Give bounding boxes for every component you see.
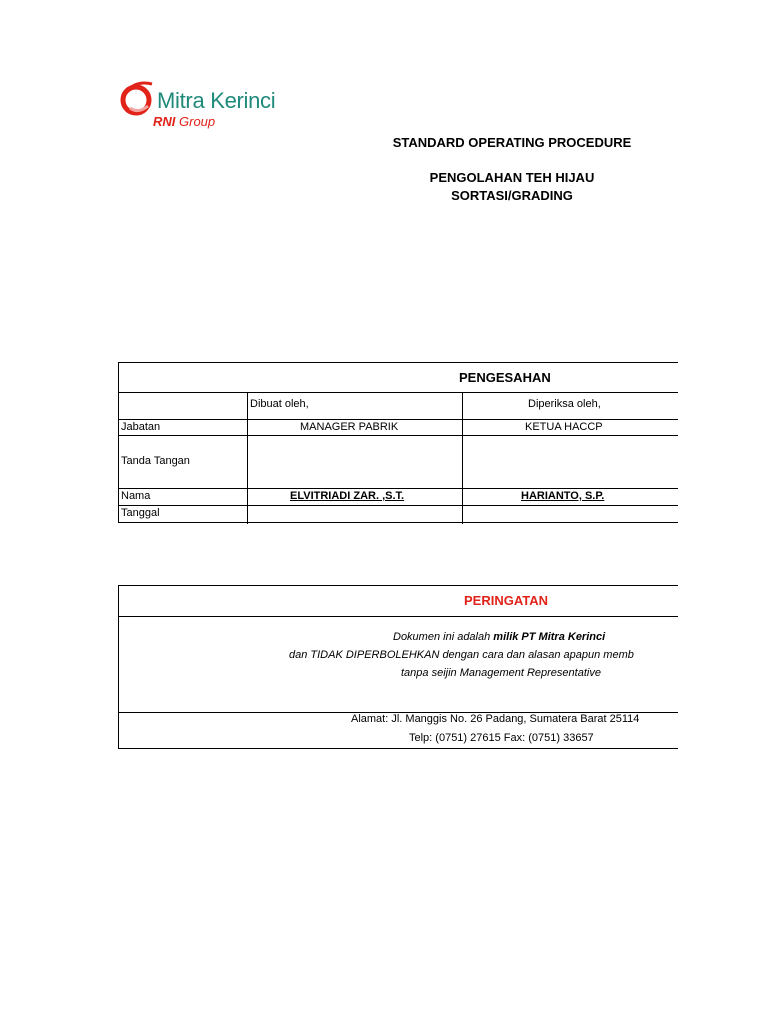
tanggal-label: Tanggal: [121, 507, 160, 519]
doc-title-line2: PENGOLAHAN TEH HIJAU: [429, 170, 595, 185]
doc-title-line1: STANDARD OPERATING PROCEDURE: [392, 135, 632, 150]
logo-swirl-icon: [120, 78, 156, 118]
pengesahan-table: [118, 362, 678, 523]
address-text: Alamat: Jl. Manggis No. 26 Padang, Sumatera Barat 25114: [351, 713, 640, 725]
peringatan-box: [118, 585, 678, 749]
warning-line1-pre: Dokumen ini adalah: [393, 631, 494, 643]
warning-line3: tanpa seijin Management Representative: [401, 667, 601, 679]
warning-line1: [393, 631, 605, 643]
jabatan-made: MANAGER PABRIK: [300, 421, 399, 433]
logo-name: Mitra Kerinci: [157, 88, 276, 113]
pengesahan-title: PENGESAHAN: [459, 370, 551, 385]
logo-subtitle: [153, 114, 215, 129]
peringatan-title: PERINGATAN: [464, 593, 549, 608]
logo-sub-brand: RNI: [153, 114, 176, 129]
phone-text: Telp: (0751) 27615 Fax: (0751) 33657: [409, 732, 594, 744]
ttd-label: Tanda Tangan: [121, 455, 190, 467]
doc-title-line3: SORTASI/GRADING: [451, 188, 573, 203]
col-made-by: Dibuat oleh,: [250, 398, 309, 410]
warning-line1-bold: milik PT Mitra Kerinci: [493, 631, 606, 643]
col-checked-by: Diperiksa oleh,: [528, 398, 601, 410]
nama-made: ELVITRIADI ZAR. ,S.T.: [290, 490, 405, 502]
nama-label: Nama: [121, 490, 151, 502]
jabatan-checked: KETUA HACCP: [525, 421, 603, 433]
nama-checked: HARIANTO, S.P.: [521, 490, 605, 502]
warning-line2: dan TIDAK DIPERBOLEHKAN dengan cara dan alasan apapun memb: [289, 649, 634, 661]
jabatan-label: Jabatan: [121, 421, 161, 433]
company-logo: [120, 78, 300, 134]
logo-sub-group: Group: [179, 114, 216, 129]
